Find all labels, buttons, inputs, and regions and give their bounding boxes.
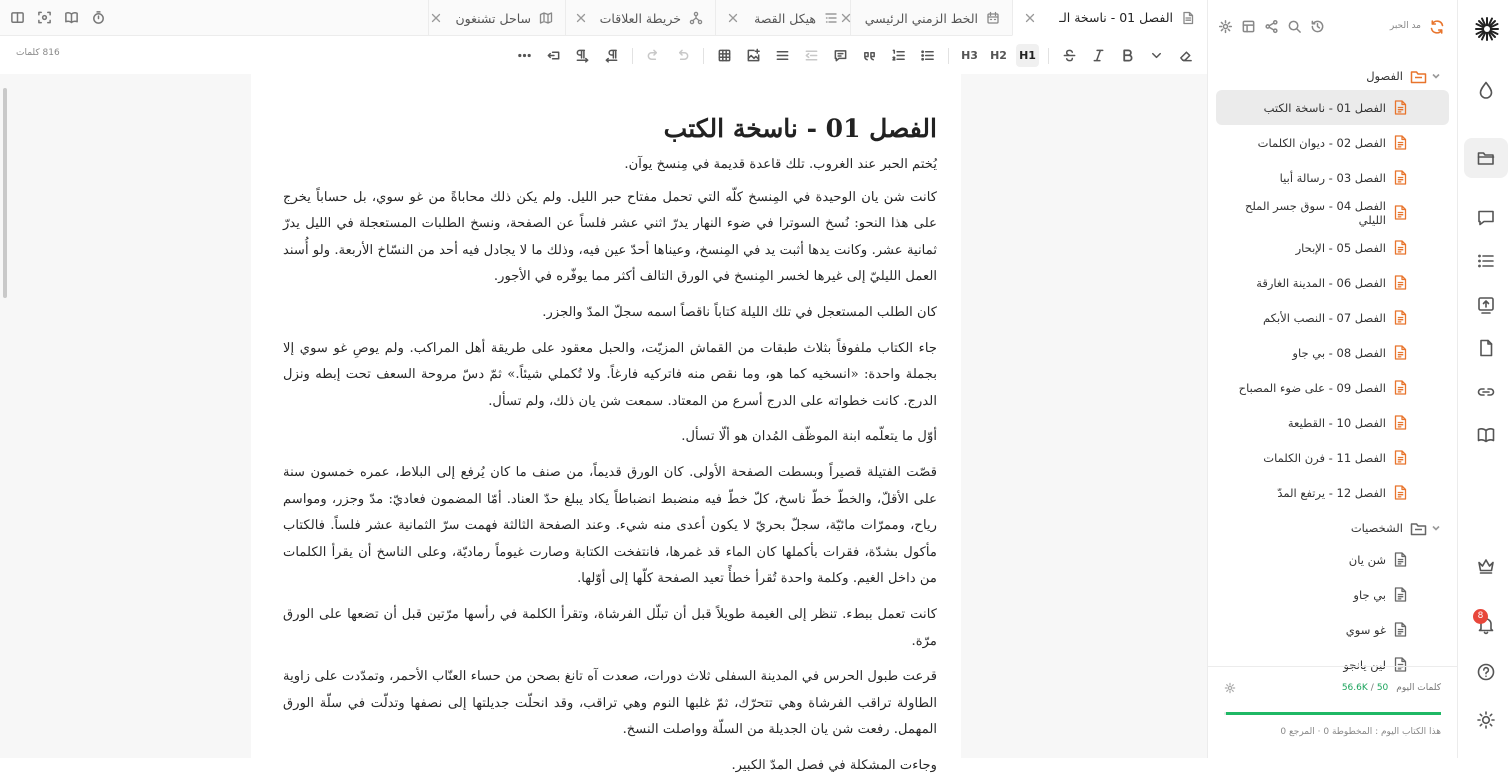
document-icon <box>1394 485 1407 500</box>
ltr-paragraph-button[interactable] <box>571 44 594 67</box>
text-direction-button[interactable] <box>542 44 565 67</box>
goal-progress-bar <box>1224 712 1441 715</box>
insert-table-button[interactable] <box>713 44 736 67</box>
window-controls <box>10 10 106 25</box>
theme-toggle-button[interactable] <box>1464 700 1508 740</box>
focus-mode-icon[interactable] <box>37 10 52 25</box>
chapter-list <box>1208 90 1457 510</box>
document-icon <box>1394 100 1407 115</box>
tab[interactable] <box>428 0 565 36</box>
document-icon <box>1394 345 1407 360</box>
chapter-item[interactable] <box>1216 230 1449 265</box>
chapter-item[interactable] <box>1216 440 1449 475</box>
bullet-list-icon <box>920 48 935 63</box>
quote-icon <box>862 48 877 63</box>
writing-stats <box>1208 666 1457 758</box>
chapter-label: الفصل 08 - بي جاو <box>1292 345 1386 360</box>
outline-button[interactable] <box>1464 241 1508 281</box>
document-icon <box>1394 380 1407 395</box>
numbered-list-icon <box>891 48 906 63</box>
links-button[interactable] <box>1464 372 1508 412</box>
timer-icon[interactable] <box>91 10 106 25</box>
bold-icon <box>1120 48 1135 63</box>
indent-button[interactable] <box>800 44 823 67</box>
heading-1-button[interactable]: H1 <box>1016 44 1039 67</box>
files-button[interactable] <box>1464 138 1508 178</box>
upload-box-icon <box>1476 295 1496 315</box>
network-icon <box>689 11 703 25</box>
toolbar-divider <box>632 48 633 64</box>
character-label: لين يانجو <box>1343 657 1386 672</box>
chapter-item[interactable] <box>1216 405 1449 440</box>
character-label: غو سوي <box>1345 622 1386 637</box>
quote-button[interactable] <box>858 44 881 67</box>
numbered-list-button[interactable] <box>887 44 910 67</box>
chapter-label: الفصل 07 - النصب الأبكم <box>1262 310 1386 325</box>
chapter-item[interactable] <box>1216 300 1449 335</box>
history-icon[interactable] <box>1310 19 1325 34</box>
goal-progress-fill <box>1226 712 1441 715</box>
chapter-item[interactable] <box>1216 265 1449 300</box>
reading-mode-icon[interactable] <box>64 10 79 25</box>
callout-button[interactable] <box>829 44 852 67</box>
eraser-icon <box>1178 48 1193 63</box>
chapter-label: الفصل 02 - ديوان الكلمات <box>1257 135 1386 150</box>
document-icon <box>1394 240 1407 255</box>
document-icon <box>1181 11 1195 25</box>
tab-label: خريطة العلاقات <box>599 10 681 26</box>
sync-icon[interactable] <box>1429 19 1445 35</box>
toolbar-divider <box>703 48 704 64</box>
close-icon[interactable] <box>431 13 441 23</box>
crown-icon <box>1476 556 1496 576</box>
map-icon <box>539 11 553 25</box>
scrollbar-thumb[interactable] <box>3 88 7 298</box>
more-format-button[interactable] <box>1145 44 1168 67</box>
paragraph[interactable]: كان الطلب المستعجل في تلك الليلة كتاباً ناقصاً اسمه سجلّ المدّ والجزر. <box>542 304 937 320</box>
chapter-title[interactable]: الفصل 01 - ناسخة الكتب <box>663 114 937 143</box>
tab[interactable] <box>715 0 850 36</box>
align-icon <box>775 48 790 63</box>
image-plus-icon <box>746 48 761 63</box>
document-page[interactable] <box>251 74 961 774</box>
rtl-paragraph-button[interactable] <box>600 44 623 67</box>
character-label: بي جاو <box>1353 587 1386 602</box>
close-icon[interactable] <box>728 13 738 23</box>
document-icon <box>1394 310 1407 325</box>
sync-label: مد الحبر <box>1389 21 1421 31</box>
chevron-down-icon <box>1431 523 1441 533</box>
chapter-label: الفصل 01 - ناسخة الكتب <box>1263 100 1386 115</box>
starburst-logo[interactable] <box>1474 16 1500 42</box>
calendar-icon <box>986 11 1000 25</box>
folder-chapters[interactable] <box>1208 62 1457 90</box>
file-sidebar <box>1207 0 1457 758</box>
character-item[interactable] <box>1216 542 1449 577</box>
paragraph[interactable]: قصّت الفتيلة قصيراً وبسطت الصفحة الأولى. كان الورق قديماً، من صنف ما كان يُرفع إلى البلاط، عمره خمسون سنة على الأقلّ، والخطّ خطّ ناسخ، كلّ خطّ فيه منضبط انضباطاً يكاد يبلغ حدّ العناد. أمّا المضمون فعاديّ: مدّ وجزر، ومواسم رياح، وممرّات مائيّة، سجلّ بحريّ لا يكون أعدى منه شيء. وعند الصفحة الثالثة فهمت سرّ الثمانية عشر فلساً. فالكتاب مأكول بشدّة، فقرات بأكملها كان الماء قد غمرها، فانتفخت الكتابة وصارت غيوماً رماديّة، وعلى الناسخ أن يقرأ الكلمات من داخل الغيم. وكلمة واحدة تُقرأ خطأً تعيد الصفحة كلّها إلى أوّلها. <box>283 464 937 587</box>
slash-separator: / <box>1370 683 1374 693</box>
paragraph[interactable]: وجاءت المشكلة في فصل المدّ الكبير. <box>731 757 937 773</box>
chapter-item[interactable] <box>1216 370 1449 405</box>
library-button[interactable] <box>1464 415 1508 455</box>
file-tree <box>1208 62 1457 672</box>
chapter-label: الفصل 12 - يرتفع المدّ <box>1277 485 1386 500</box>
undo-icon <box>675 48 690 63</box>
clear-format-button[interactable] <box>1174 44 1197 67</box>
paragraph[interactable]: يُختم الحبر عند الغروب. تلك قاعدة قديمة في مِنسخ يوآن. <box>624 157 937 172</box>
search-icon[interactable] <box>1287 19 1302 34</box>
chevron-down-icon <box>1149 48 1164 63</box>
document-icon <box>1394 415 1407 430</box>
format-buttons <box>513 44 1197 67</box>
more-horizontal-icon <box>517 48 532 63</box>
chapter-label: الفصل 11 - فرن الكلمات <box>1263 450 1386 465</box>
comments-button[interactable] <box>1464 198 1508 238</box>
italic-icon <box>1091 48 1106 63</box>
share-icon[interactable] <box>1264 19 1279 34</box>
align-button[interactable] <box>771 44 794 67</box>
today-label: كلمات اليوم <box>1396 683 1441 693</box>
callout-icon <box>833 48 848 63</box>
character-item[interactable] <box>1216 612 1449 647</box>
folder-label: الشخصيات <box>1350 521 1403 535</box>
tab[interactable] <box>1012 0 1207 36</box>
tab-label: ساحل تشنغون <box>455 10 531 26</box>
activity-rail <box>1457 0 1512 758</box>
folder-open-icon <box>1476 148 1496 168</box>
goal-value: 56.6K <box>1341 683 1368 693</box>
paragraph[interactable]: كانت تعمل ببطء. تنظر إلى الغيمة طويلاً قبل أن تبلّل الفرشاة، وتقرأ الكلمة في رأسها مرّتين قبل أن تضعها على الورق مرّة. <box>283 606 937 649</box>
paragraph[interactable]: قرعت طبول الحرس في المدينة السفلى ثلاث دورات، صعدت آه تانغ بصحن من حساء العنّاب الأحمر، وتمدّدت على زاوية الطاولة تراقب الفرشاة وهي تتحرّك، ثمّ غلبها النوم وهي تراقب، وقد انحلّت جديلتها إلى نصفها وتدلّت في سلّة الورق المهمل. رفعت شن يان الجديلة من السلّة وواصلت النسخ. <box>283 669 937 738</box>
chapter-label: الفصل 03 - رسالة أبيا <box>1279 170 1386 185</box>
strikethrough-icon <box>1062 48 1077 63</box>
tab[interactable] <box>850 0 1012 36</box>
document-icon <box>1394 552 1407 567</box>
book-stats: هذا الكتاب اليوم : المخطوطة 0 · المرجع 0 <box>1280 727 1441 737</box>
tab-bar <box>0 0 1207 36</box>
document-icon <box>1394 205 1407 220</box>
indent-icon <box>804 48 819 63</box>
toolbar-divider <box>948 48 949 64</box>
tab-label: الخط الزمني الرئيسي <box>864 10 978 26</box>
chapter-label: الفصل 06 - المدينة الغارقة <box>1256 275 1386 290</box>
text-direction-icon <box>546 48 561 63</box>
goal-settings-icon[interactable] <box>1224 682 1236 694</box>
heading-3-button[interactable]: H3 <box>961 49 978 62</box>
document-icon <box>1394 587 1407 602</box>
chevron-down-icon <box>1431 71 1441 81</box>
link-icon <box>1476 382 1496 402</box>
bullet-list-button[interactable] <box>916 44 939 67</box>
notes-button[interactable] <box>1464 328 1508 368</box>
book-open-icon <box>1476 425 1496 445</box>
folder-characters[interactable] <box>1208 514 1457 542</box>
paragraph[interactable]: أوّل ما يتعلّمه ابنة الموظّف المُدان هو ألّا تسأل. <box>681 429 937 445</box>
table-icon <box>717 48 732 63</box>
editor-area <box>0 74 1207 773</box>
ink-drop-button[interactable] <box>1464 70 1508 110</box>
close-icon[interactable] <box>1025 13 1035 23</box>
folder-open-icon <box>1410 521 1427 536</box>
chapter-label: الفصل 04 - سوق جسر الملح الليلي <box>1244 198 1386 227</box>
document-icon <box>1394 622 1407 637</box>
export-button[interactable] <box>1464 285 1508 325</box>
document-icon <box>1394 170 1407 185</box>
paragraph[interactable]: جاء الكتاب ملفوفاً بثلاث طبقات من القماش المزيّت، والحبل معقود على طريقة أهل المراكب. ولم يوصِ غو سوي إلا بجملة واحدة: «انسخيه كما هو، وما نقص منه فاتركيه فارغاً. ولا تُكملي شيئاً.» ثمّ دسّ مروحة السعف تحت إبطه ونزل الدرج. كانت خطواته على الدرج أسرع من المعتاد. سمعت شن يان ذلك، ولم تسأل. <box>283 340 937 409</box>
undo-button[interactable] <box>671 44 694 67</box>
folder-open-icon <box>1410 69 1427 84</box>
chapter-label: الفصل 05 - الإبحار <box>1295 240 1386 255</box>
outline-icon <box>824 11 838 25</box>
chapter-item[interactable] <box>1216 90 1449 125</box>
settings-gear-icon[interactable] <box>1218 19 1233 34</box>
bold-button[interactable] <box>1116 44 1139 67</box>
editor-toolbar <box>0 36 1207 74</box>
redo-button[interactable] <box>642 44 665 67</box>
character-label: شن يان <box>1348 552 1386 567</box>
heading-2-button[interactable]: H2 <box>990 49 1007 62</box>
character-list <box>1208 542 1457 682</box>
page-icon <box>1476 338 1496 358</box>
pilcrow-rtl-icon <box>604 48 619 63</box>
insert-image-button[interactable] <box>742 44 765 67</box>
chapter-label: الفصل 09 - على ضوء المصباح <box>1238 380 1386 395</box>
today-value: 50 <box>1376 683 1389 693</box>
sun-icon <box>1476 710 1496 730</box>
help-button[interactable] <box>1464 652 1508 692</box>
chapter-label: الفصل 10 - القطيعة <box>1287 415 1386 430</box>
notification-badge: 8 <box>1473 609 1488 624</box>
sidebar-header <box>1208 0 1457 54</box>
chapter-item[interactable] <box>1216 195 1449 230</box>
paragraph[interactable]: كانت شن يان الوحيدة في المِنسخ كلّه التي تحمل مفتاح حبر الليل. ولم يكن ذلك محاباةً من غو سوي، بل حساباً يخرج على هذا النحو: نُسخ السوترا في ضوء النهار يدرّ اثني عشر فلساً عن الصفحة، ونسخ الطلبات المستعجلة في الليل يدرّ ثمانية عشر. وكانت يدها أثبت يد في المِنسخ، وعيناها أحدّ عين فيه، وذلك ما لا يجادل فيه أحد من النسّاخ الأربعة. ولو أُسند العمل الليليّ إلى غيرها لخسر المِنسخ في الورق التالف أكثر مما يوفّره في الأجور. <box>283 189 937 285</box>
document-icon <box>1394 275 1407 290</box>
chapter-item[interactable] <box>1216 335 1449 370</box>
notifications-button[interactable] <box>1464 605 1508 645</box>
character-item[interactable] <box>1216 577 1449 612</box>
chat-icon <box>1476 208 1496 228</box>
tab[interactable] <box>565 0 715 36</box>
premium-button[interactable] <box>1464 546 1508 586</box>
tab-label: هيكل القصة <box>754 10 816 26</box>
strikethrough-button[interactable] <box>1058 44 1081 67</box>
chapter-item[interactable] <box>1216 125 1449 160</box>
toolbar-divider <box>1048 48 1049 64</box>
sidebar-tools <box>1218 19 1325 34</box>
list-icon <box>1476 251 1496 271</box>
tab-label: الفصل 01 - ناسخة الـ <box>1059 10 1173 25</box>
italic-button[interactable] <box>1087 44 1110 67</box>
folder-label: الفصول <box>1366 69 1403 83</box>
document-icon <box>1394 450 1407 465</box>
document-icon <box>1394 135 1407 150</box>
redo-icon <box>646 48 661 63</box>
pilcrow-ltr-icon <box>575 48 590 63</box>
layout-icon[interactable] <box>1241 19 1256 34</box>
drop-icon <box>1476 80 1496 100</box>
chapter-item[interactable] <box>1216 475 1449 510</box>
daily-word-count <box>1224 681 1441 695</box>
split-view-icon[interactable] <box>10 10 25 25</box>
question-circle-icon <box>1476 662 1496 682</box>
word-count: 816 كلمات <box>16 48 60 58</box>
chapter-item[interactable] <box>1216 160 1449 195</box>
more-options-button[interactable] <box>513 44 536 67</box>
close-icon[interactable] <box>576 13 586 23</box>
